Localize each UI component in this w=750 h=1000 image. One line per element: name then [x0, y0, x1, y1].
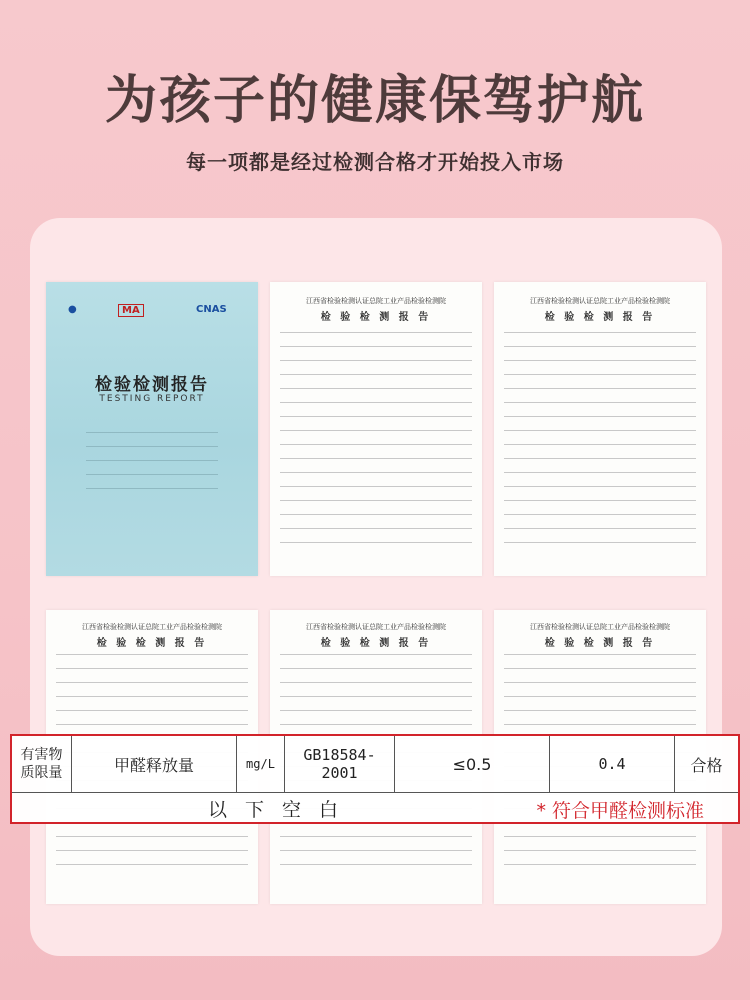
report-heading: 检 验 检 测 报 告 [320, 312, 432, 323]
result-requirement: ≤0.5 [395, 736, 550, 792]
report-institute: 江西省检验检测认证总院工业产品检验检测院 [530, 297, 670, 305]
report-page-card [494, 282, 706, 576]
report-institute: 江西省检验检测认证总院工业产品检验检测院 [306, 297, 446, 305]
cnas-logo: ● [68, 304, 77, 315]
report-table-lines [280, 332, 472, 556]
cnas-badge: CNAS [196, 304, 227, 315]
cover-info-lines [86, 432, 218, 502]
cover-title-en: TESTING REPORT [99, 394, 205, 404]
result-verdict: 合格 [690, 755, 723, 775]
result-measured: 0.4 [550, 736, 675, 792]
report-heading: 检 验 检 测 报 告 [96, 638, 208, 649]
formaldehyde-result-table [10, 734, 740, 824]
report-cover-card [46, 282, 258, 576]
report-heading: 检 验 检 测 报 告 [544, 312, 656, 323]
cover-title: 检验检测报告 [95, 375, 209, 395]
report-heading: 检 验 检 测 报 告 [320, 638, 432, 649]
report-institute: 江西省检验检测认证总院工业产品检验检测院 [306, 623, 446, 631]
result-item: 甲醛释放量 [72, 736, 237, 792]
report-table-lines [504, 332, 696, 556]
blank-below-text: 以下空白 [207, 798, 356, 821]
result-category: 有害物质限量 [12, 736, 72, 792]
report-institute: 江西省检验检测认证总院工业产品检验检测院 [82, 623, 222, 631]
ma-logo: MA [118, 304, 144, 317]
report-institute: 江西省检验检测认证总院工业产品检验检测院 [530, 623, 670, 631]
page-subtitle: 每一项都是经过检测合格才开始投入市场 [186, 150, 564, 174]
page-title: 为孩子的健康保驾护航 [104, 71, 645, 131]
report-heading: 检 验 检 测 报 告 [544, 638, 656, 649]
report-page-card [270, 282, 482, 576]
result-unit: mg/L [237, 736, 285, 792]
formaldehyde-note: * 符合甲醛检测标准 [536, 800, 704, 822]
result-standard: GB18584-2001 [285, 736, 395, 792]
